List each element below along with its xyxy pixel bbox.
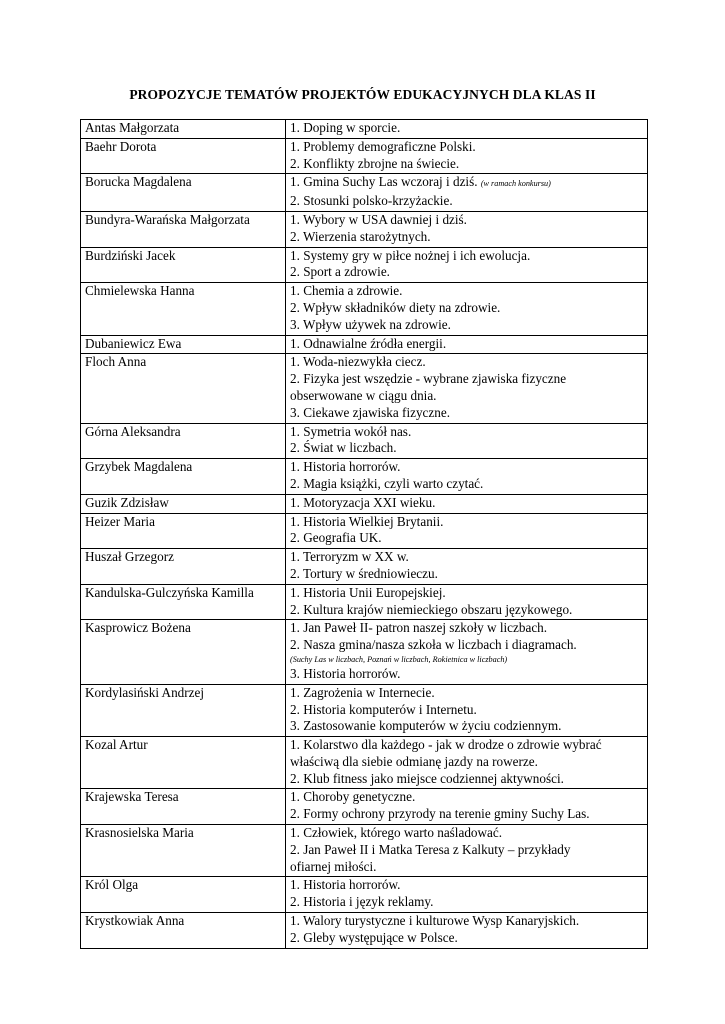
topic-text: 1. Historia horrorów.	[290, 459, 401, 475]
topic-line	[290, 174, 643, 193]
table-row	[81, 789, 648, 825]
topic-line	[290, 156, 643, 173]
table-row	[81, 584, 648, 620]
topic-text: 2. Stosunki polsko-krzyżackie.	[290, 193, 453, 209]
topic-line	[290, 585, 643, 602]
topic-text: 2. Klub fitness jako miejsce codziennej aktywności.	[290, 770, 564, 786]
topic-text: 1. Systemy gry w piłce nożnej i ich ewolucja.	[290, 247, 531, 263]
table-row	[81, 459, 648, 495]
topic-text: 2. Magia książki, czyli warto czytać.	[290, 475, 484, 491]
topic-text: 2. Konflikty zbrojne na świecie.	[290, 155, 460, 171]
topics-cell	[286, 737, 648, 789]
topic-line	[290, 354, 643, 371]
table-row	[81, 211, 648, 247]
table-row	[81, 138, 648, 174]
topic-line	[290, 806, 643, 823]
topic-line	[290, 193, 643, 210]
topic-text: 2. Fizyka jest wszędzie - wybrane zjawiska fizyczne	[290, 371, 567, 387]
topic-text: 1. Jan Paweł II- patron naszej szkoły w liczbach.	[290, 620, 548, 636]
topic-text: 2. Historia i język reklamy.	[290, 894, 434, 910]
topics-cell	[286, 354, 648, 423]
table-row	[81, 247, 648, 283]
table-row	[81, 494, 648, 513]
topic-text: ofiarnej miłości.	[290, 858, 377, 874]
topic-text: 1. Wybory w USA dawniej i dziś.	[290, 211, 467, 227]
table-row	[81, 335, 648, 354]
teacher-name: Burdziński Jacek	[81, 247, 286, 283]
topic-text: 3. Historia horrorów.	[290, 665, 401, 681]
teacher-name: Antas Małgorzata	[81, 120, 286, 139]
topic-text: 1. Odnawialne źródła energii.	[290, 335, 447, 351]
topic-text: 1. Gmina Suchy Las wczoraj i dziś.	[290, 174, 478, 190]
topic-note: (Suchy Las w liczbach, Poznań w liczbach, Rokietnica w liczbach)	[290, 654, 508, 664]
table-row	[81, 174, 648, 212]
table-row	[81, 283, 648, 335]
topic-text: 1. Woda-niezwykła ciecz.	[290, 354, 426, 370]
topic-line	[290, 754, 643, 771]
teacher-name: Górna Aleksandra	[81, 423, 286, 459]
topics-cell	[286, 120, 648, 139]
topic-text: 1. Doping w sporcie.	[290, 120, 401, 135]
topic-line	[290, 859, 643, 876]
topic-text: 1. Choroby genetyczne.	[290, 789, 416, 805]
topic-line	[290, 771, 643, 788]
topic-line	[290, 894, 643, 911]
topic-line	[290, 566, 643, 583]
teacher-name: Borucka Magdalena	[81, 174, 286, 212]
topic-text: 2. Świat w liczbach.	[290, 440, 397, 456]
topics-table	[80, 119, 648, 949]
topics-cell	[286, 584, 648, 620]
topic-line	[290, 248, 643, 265]
topic-line	[290, 877, 643, 894]
topic-line	[290, 283, 643, 300]
table-row	[81, 913, 648, 949]
topic-line	[290, 666, 643, 683]
topic-line	[290, 476, 643, 493]
topic-text: 3. Ciekawe zjawiska fizyczne.	[290, 404, 451, 420]
topic-text: 1. Kolarstwo dla każdego - jak w drodze o zdrowie wybrać	[290, 737, 602, 753]
teacher-name: Guzik Zdzisław	[81, 494, 286, 513]
topics-cell	[286, 283, 648, 335]
table-row	[81, 620, 648, 684]
topic-line	[290, 620, 643, 637]
topic-line	[290, 637, 643, 654]
teacher-name: Huszał Grzegorz	[81, 549, 286, 585]
topics-cell	[286, 247, 648, 283]
teacher-name: Kandulska-Gulczyńska Kamilla	[81, 584, 286, 620]
topic-line	[290, 913, 643, 930]
topics-cell	[286, 913, 648, 949]
topic-line	[290, 300, 643, 317]
topic-line	[290, 530, 643, 547]
topic-line	[290, 336, 643, 353]
topic-text: 1. Problemy demograficzne Polski.	[290, 138, 476, 154]
topics-cell	[286, 877, 648, 913]
topic-line	[290, 424, 643, 441]
topics-cell	[286, 335, 648, 354]
topic-text: 2. Wierzenia starożytnych.	[290, 228, 431, 244]
table-row	[81, 120, 648, 139]
topic-text: 1. Zagrożenia w Internecie.	[290, 684, 435, 700]
table-row	[81, 877, 648, 913]
topic-line	[290, 514, 643, 531]
teacher-name: Kozal Artur	[81, 737, 286, 789]
topic-line	[290, 930, 643, 947]
topic-line	[290, 212, 643, 229]
table-row	[81, 549, 648, 585]
table-row	[81, 684, 648, 736]
topic-text: 2. Jan Paweł II i Matka Teresa z Kalkuty – przykłady	[290, 841, 571, 857]
table-row	[81, 737, 648, 789]
teacher-name: Dubaniewicz Ewa	[81, 335, 286, 354]
topic-text: 2. Sport a zdrowie.	[290, 264, 390, 280]
topics-cell	[286, 620, 648, 684]
teacher-name: Heizer Maria	[81, 513, 286, 549]
topic-line	[290, 825, 643, 842]
topic-text: 1. Symetria wokół nas.	[290, 423, 412, 439]
topics-cell	[286, 423, 648, 459]
topic-text: 1. Historia horrorów.	[290, 877, 401, 893]
topics-cell	[286, 494, 648, 513]
teacher-name: Kordylasiński Andrzej	[81, 684, 286, 736]
topic-line	[290, 495, 643, 512]
topic-line	[290, 440, 643, 457]
topic-text: 2. Formy ochrony przyrody na terenie gminy Suchy Las.	[290, 806, 590, 822]
teacher-name: Baehr Dorota	[81, 138, 286, 174]
topic-text: 2. Historia komputerów i Internetu.	[290, 701, 477, 717]
topic-line	[290, 317, 643, 334]
teacher-name: Grzybek Magdalena	[81, 459, 286, 495]
topic-line	[290, 139, 643, 156]
topic-line	[290, 388, 643, 405]
teacher-name: Krasnosielska Maria	[81, 825, 286, 877]
page-title: PROPOZYCJE TEMATÓW PROJEKTÓW EDUKACYJNYCH DLA KLAS II	[129, 87, 596, 102]
topics-cell	[286, 789, 648, 825]
table-row	[81, 513, 648, 549]
topics-cell	[286, 211, 648, 247]
topic-text: 3. Zastosowanie komputerów w życiu codziennym.	[290, 718, 562, 734]
topic-text: 1. Historia Wielkiej Brytanii.	[290, 513, 444, 529]
topic-text: 1. Chemia a zdrowie.	[290, 283, 403, 299]
topics-cell	[286, 459, 648, 495]
topic-line	[290, 685, 643, 702]
topic-line	[290, 702, 643, 719]
topic-text: właściwą dla siebie odmianę jazdy na rowerze.	[290, 753, 538, 769]
topic-line	[290, 459, 643, 476]
table-row	[81, 825, 648, 877]
teacher-name: Krajewska Teresa	[81, 789, 286, 825]
teacher-name: Krystkowiak Anna	[81, 913, 286, 949]
topic-text: 2. Kultura krajów niemieckiego obszaru językowego.	[290, 601, 573, 617]
topic-text: 1. Walory turystyczne i kulturowe Wysp Kanaryjskich.	[290, 913, 580, 929]
topic-text: 2. Nasza gmina/nasza szkoła w liczbach i diagramach.	[290, 637, 577, 653]
topic-line	[290, 602, 643, 619]
topic-text: obserwowane w ciągu dnia.	[290, 387, 437, 403]
topics-cell	[286, 825, 648, 877]
topic-line	[290, 789, 643, 806]
table-row	[81, 423, 648, 459]
teacher-name: Chmielewska Hanna	[81, 283, 286, 335]
topics-cell	[286, 174, 648, 212]
topics-cell	[286, 513, 648, 549]
topic-line	[290, 264, 643, 281]
teacher-name: Król Olga	[81, 877, 286, 913]
topic-text: 1. Terroryzm w XX w.	[290, 549, 409, 565]
topic-text: 2. Geografia UK.	[290, 530, 382, 546]
topic-text: 2. Tortury w średniowieczu.	[290, 565, 438, 581]
topic-line	[290, 120, 643, 137]
topics-cell	[286, 684, 648, 736]
topic-text: 2. Wpływ składników diety na zdrowie.	[290, 299, 501, 315]
teacher-name: Kasprowicz Bożena	[81, 620, 286, 684]
table-row	[81, 354, 648, 423]
topic-text: 3. Wpływ używek na zdrowie.	[290, 316, 451, 332]
topic-line	[290, 718, 643, 735]
topic-line	[290, 842, 643, 859]
topic-line	[290, 549, 643, 566]
topic-text: 2. Gleby występujące w Polsce.	[290, 929, 458, 945]
topic-line	[290, 405, 643, 422]
topic-line	[290, 229, 643, 246]
teacher-name: Bundyra-Warańska Małgorzata	[81, 211, 286, 247]
topic-text: 1. Człowiek, którego warto naśladować.	[290, 825, 503, 841]
topic-text: 1. Historia Unii Europejskiej.	[290, 584, 446, 600]
topic-note: (w ramach konkursu)	[480, 179, 551, 189]
teacher-name: Floch Anna	[81, 354, 286, 423]
topic-line	[290, 371, 643, 388]
topics-cell	[286, 549, 648, 585]
topics-cell	[286, 138, 648, 174]
topic-text: 1. Motoryzacja XXI wieku.	[290, 494, 436, 510]
topic-line	[290, 737, 643, 754]
